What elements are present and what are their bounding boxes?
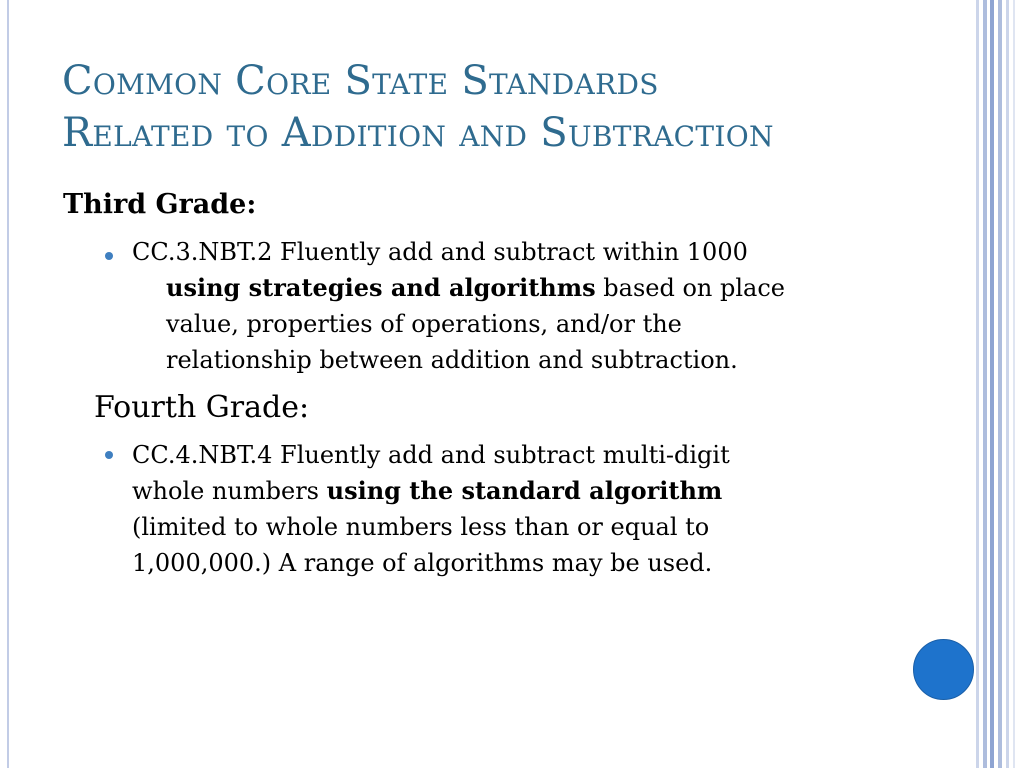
right-rail-stripe [990, 0, 994, 768]
slide-title [62, 55, 962, 159]
third-grade-emphasis: using strategies and algorithms [166, 273, 596, 302]
slide-title-line-1: Common Core State Standards [62, 58, 659, 104]
fourth-grade-standard [132, 437, 730, 581]
right-rail-stripe [1006, 0, 1009, 768]
fourth-grade-line-4: 1,000,000.) A range of algorithms may be used. [132, 549, 713, 577]
bullet-dot-icon [105, 252, 113, 260]
fourth-grade-heading: Fourth Grade: [94, 390, 310, 425]
third-grade-line-1: CC.3.NBT.2 Fluently add and subtract within 1000 [132, 238, 748, 266]
fourth-grade-line-3: (limited to whole numbers less than or equal to [132, 513, 710, 541]
right-rail-stripe [976, 0, 979, 768]
bullet-dot-icon [105, 451, 113, 459]
decorative-circle-icon [913, 639, 974, 700]
third-grade-line-2-rest: based on place [595, 274, 785, 302]
right-rail-stripe [983, 0, 987, 768]
slide-title-line-2: Related to Addition and Subtraction [62, 110, 774, 156]
left-border-line [7, 0, 9, 768]
third-grade-line-4: relationship between addition and subtraction. [166, 346, 738, 374]
third-grade-line-3: value, properties of operations, and/or the [166, 310, 682, 338]
fourth-grade-line-2-start: whole numbers [132, 477, 327, 505]
third-grade-standard [132, 234, 785, 378]
third-grade-line-2 [132, 270, 785, 306]
fourth-grade-line-1: CC.4.NBT.4 Fluently add and subtract multi-digit [132, 441, 730, 469]
fourth-grade-line-2 [132, 473, 730, 509]
right-rail-stripe [1013, 0, 1015, 768]
right-rail-stripe [998, 0, 1002, 768]
fourth-grade-emphasis: using the standard algorithm [326, 476, 723, 505]
third-grade-heading: Third Grade: [63, 189, 257, 220]
